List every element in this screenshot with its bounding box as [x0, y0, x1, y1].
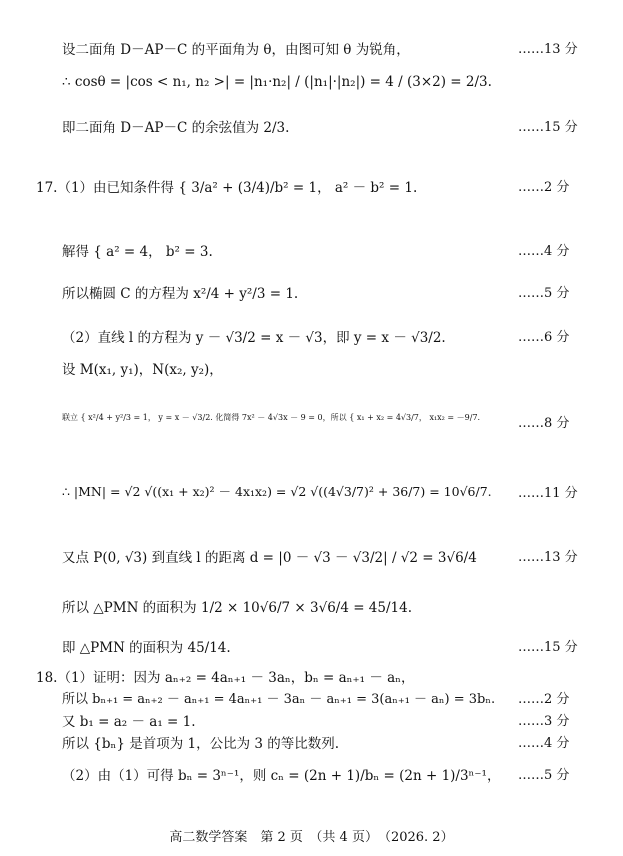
- score: ……3 分: [518, 714, 570, 729]
- score: ……4 分: [518, 244, 570, 259]
- score: ……15 分: [518, 120, 578, 135]
- line-text: ∴ cosθ = |cos < n₁, n₂ >| = |n₁·n₂| / (|n₁|·|n₂|) = 4 / (3×2) = 2/3.: [62, 74, 492, 90]
- line-text: 联立 { x²/4 + y²/3 = 1， y = x － √3/2. 化简得 7x² － 4√3x － 9 = 0，所以 { x₁ + x₂ = 4√3/7， x₁x₂ = －9/7.: [62, 413, 481, 422]
- line-text: 所以椭圆 C 的方程为 x²/4 + y²/3 = 1.: [62, 286, 299, 302]
- line-text: 即二面角 D－AP－C 的余弦值为 2/3.: [62, 120, 290, 136]
- line-text: 所以 {bₙ} 是首项为 1，公比为 3 的等比数列.: [62, 736, 340, 752]
- line-text: 所以 △PMN 的面积为 1/2 × 10√6/7 × 3√6/4 = 45/14.: [62, 600, 413, 616]
- score: ……2 分: [518, 692, 570, 707]
- score: ……5 分: [518, 286, 570, 301]
- line-text: 设二面角 D－AP－C 的平面角为 θ，由图可知 θ 为锐角，: [62, 42, 410, 58]
- page-footer: 高二数学答案 第 2 页 （共 4 页） （2026. 2）: [169, 830, 454, 845]
- line-text: 设 M(x₁, y₁)，N(x₂, y₂)，: [62, 362, 223, 378]
- line-text: （2）直线 l 的方程为 y － √3/2 = x － √3，即 y = x － √3/2.: [62, 330, 446, 346]
- line-text: ∴ |MN| = √2 √((x₁ + x₂)² － 4x₁x₂) = √2 √((4√3/7)² + 36/7) = 10√6/7.: [62, 484, 492, 499]
- line-text: 解得 { a² = 4， b² = 3.: [62, 244, 213, 260]
- line-text: 18.（1）证明：因为 aₙ₊₂ = 4aₙ₊₁ － 3aₙ，bₙ = aₙ₊₁ － aₙ，: [36, 670, 415, 686]
- score: ……4 分: [518, 736, 570, 751]
- line-text: （2）由（1）可得 bₙ = 3ⁿ⁻¹，则 cₙ = (2n + 1)/bₙ = (2n + 1)/3ⁿ⁻¹，: [62, 768, 501, 784]
- line-text: 又 b₁ = a₂ － a₁ = 1.: [62, 714, 196, 730]
- line-text: 17.（1）由已知条件得 { 3/a² + (3/4)/b² = 1， a² － b² = 1.: [36, 180, 418, 196]
- score: ……13 分: [518, 550, 578, 565]
- score: ……5 分: [518, 768, 570, 783]
- score: ……13 分: [518, 42, 578, 57]
- line-text: 所以 bₙ₊₁ = aₙ₊₂ － aₙ₊₁ = 4aₙ₊₁ － 3aₙ － aₙ₊₁ = 3(aₙ₊₁ － aₙ) = 3bₙ.: [62, 692, 496, 707]
- score: ……11 分: [518, 486, 578, 501]
- line-text: 又点 P(0, √3) 到直线 l 的距离 d = |0 － √3 － √3/2| / √2 = 3√6/4: [62, 550, 477, 566]
- score: ……6 分: [518, 330, 570, 345]
- score: ……15 分: [518, 640, 578, 655]
- score: ……8 分: [518, 416, 570, 431]
- line-text: 即 △PMN 的面积为 45/14.: [62, 640, 231, 656]
- score: ……2 分: [518, 180, 570, 195]
